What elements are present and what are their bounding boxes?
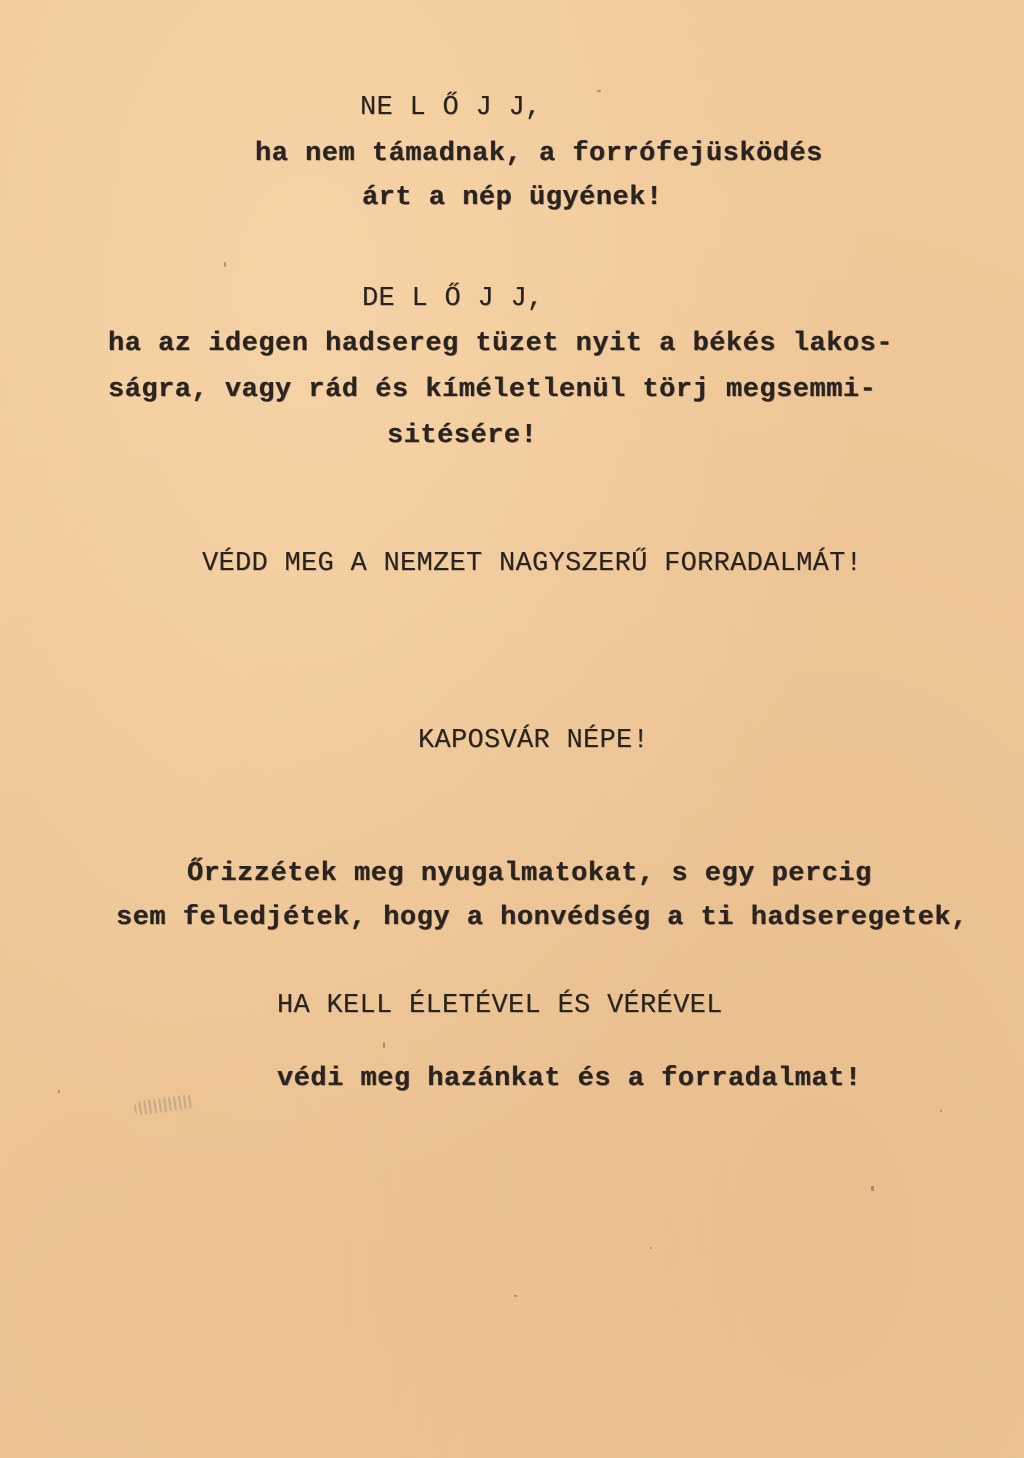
- closing-line3: HA KELL ÉLETÉVEL ÉS VÉRÉVEL: [277, 991, 723, 1021]
- address-kaposvar: KAPOSVÁR NÉPE!: [418, 726, 650, 756]
- paper-fleck: [58, 1090, 60, 1093]
- paper-fleck: [383, 1042, 385, 1048]
- closing-line4: védi meg hazánkat és a forradalmat!: [277, 1064, 862, 1094]
- para2-line3: sitésére!: [387, 421, 538, 451]
- heading-ne-lojj: NE L Ő J J,: [360, 93, 542, 123]
- paper-fleck: [597, 90, 601, 92]
- para2-line2: ságra, vagy rád és kíméletlenül törj megsemmi-: [108, 375, 877, 405]
- slogan: VÉDD MEG A NEMZET NAGYSZERŰ FORRADALMÁT!: [202, 549, 863, 579]
- para2-line1: ha az idegen hadsereg tüzet nyit a békés lakos-: [108, 329, 894, 359]
- paper-fleck: [940, 1110, 942, 1112]
- paper-fleck: [871, 1186, 874, 1191]
- closing-line1: Őrizzétek meg nyugalmatokat, s egy percig: [187, 859, 872, 889]
- heading-de-lojj: DE L Ő J J,: [362, 284, 544, 314]
- ink-smudge: [133, 1094, 194, 1116]
- paper-fleck: [224, 262, 226, 267]
- closing-line2: sem feledjétek, hogy a honvédség a ti hadseregetek,: [116, 903, 968, 933]
- paper-fleck: [650, 1247, 652, 1249]
- para1-line1: ha nem támadnak, a forrófejüsködés: [255, 139, 823, 169]
- paper-fleck: [514, 1295, 517, 1297]
- para1-line2: árt a nép ügyének!: [362, 183, 663, 213]
